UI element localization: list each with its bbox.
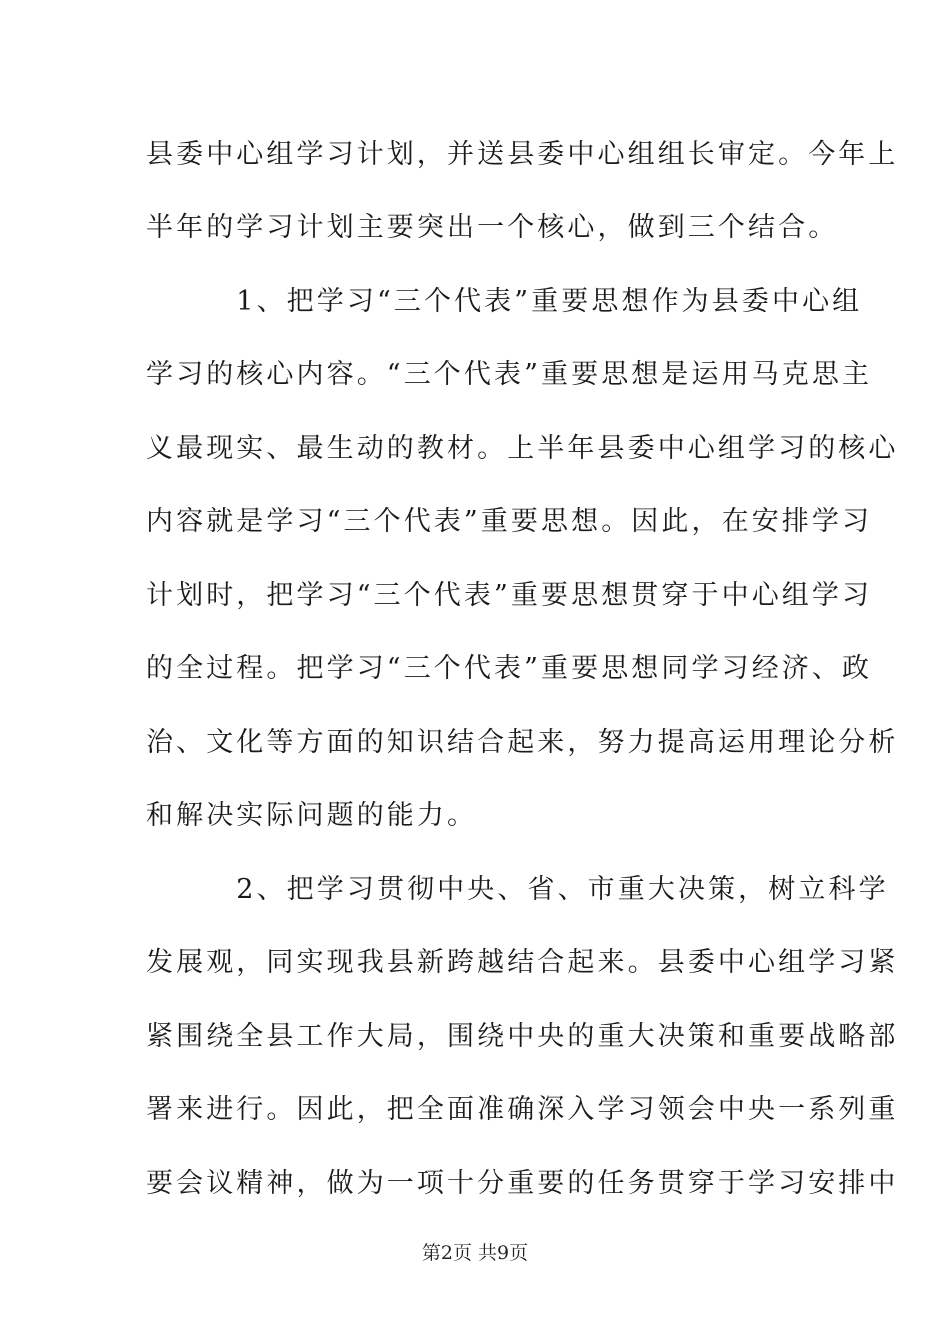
body-line: 计划时，把学习“三个代表”重要思想贯穿于中心组学习 bbox=[146, 580, 873, 611]
body-line: 治、文化等方面的知识结合起来，努力提高运用理论分析 bbox=[146, 727, 899, 758]
body-line: 县委中心组学习计划，并送县委中心组组长审定。今年上 bbox=[146, 139, 899, 170]
body-line: 署来进行。因此，把全面准确深入学习领会中央一系列重 bbox=[146, 1094, 899, 1125]
body-line: 半年的学习计划主要突出一个核心，做到三个结合。 bbox=[146, 212, 839, 243]
body-line: 内容就是学习“三个代表”重要思想。因此，在安排学习 bbox=[146, 506, 873, 537]
body-line: 紧围绕全县工作大局，围绕中央的重大决策和重要战略部 bbox=[146, 1021, 899, 1052]
body-line: 学习的核心内容。“三个代表”重要思想是运用马克思主 bbox=[146, 359, 873, 390]
body-line: 的全过程。把学习“三个代表”重要思想同学习经济、政 bbox=[146, 653, 873, 684]
page-footer: 第2页 共9页 bbox=[421, 1242, 529, 1264]
body-line: 1、把学习“三个代表”重要思想作为县委中心组 bbox=[146, 286, 863, 317]
body-line: 义最现实、最生动的教材。上半年县委中心组学习的核心 bbox=[146, 433, 899, 464]
body-line: 2、把学习贯彻中央、省、市重大决策，树立科学 bbox=[146, 874, 889, 905]
body-line: 要会议精神，做为一项十分重要的任务贯穿于学习安排中 bbox=[146, 1168, 899, 1199]
body-line: 发展观，同实现我县新跨越结合起来。县委中心组学习紧 bbox=[146, 947, 899, 978]
body-line: 和解决实际问题的能力。 bbox=[146, 800, 478, 831]
